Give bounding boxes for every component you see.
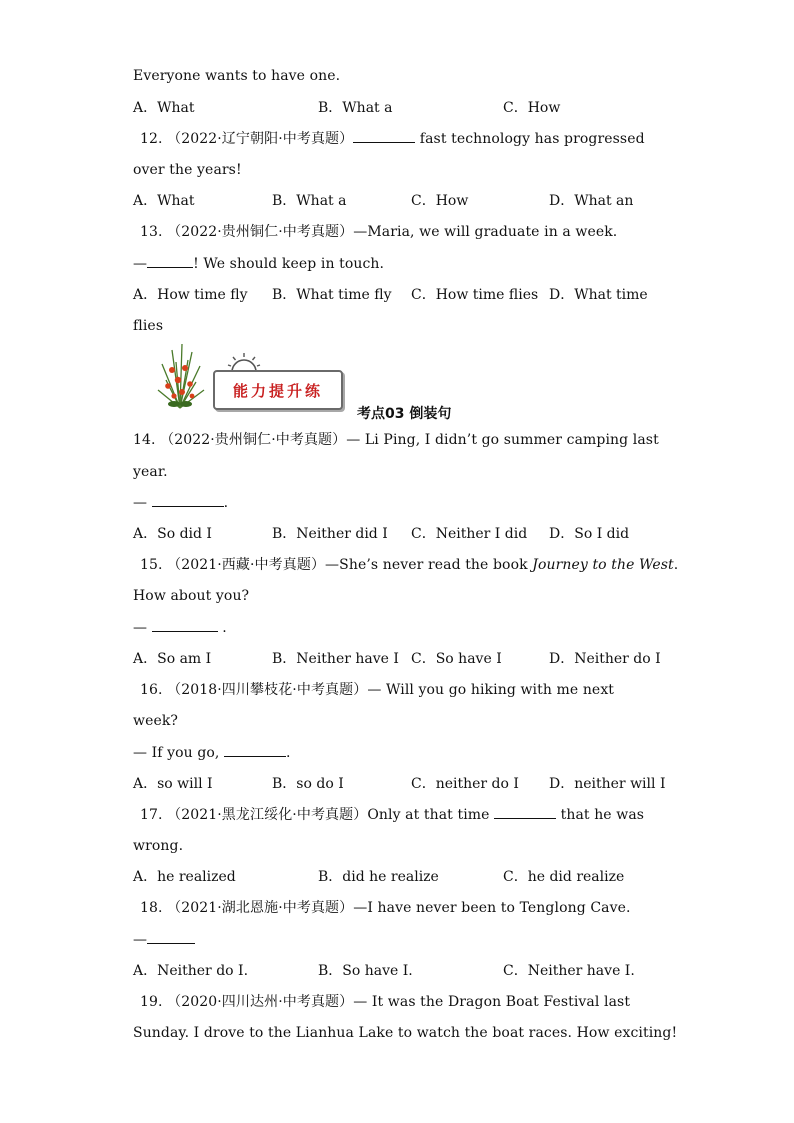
q13-option-a: A．How time fly: [133, 287, 248, 303]
q17-option-a: A．he realized: [133, 869, 236, 885]
q12-option-c: C．How: [411, 193, 469, 209]
q14-option-c: C．Neither I did: [411, 526, 528, 542]
ability-practice-badge: 能力提升练: [213, 370, 343, 410]
question-11-text: Everyone wants to have one.: [133, 68, 341, 84]
answer-blank: [353, 130, 415, 143]
q15-option-b: B．Neither have I: [272, 651, 399, 667]
q17-option-b: B．did he realize: [318, 869, 439, 885]
q14-option-b: B．Neither did I: [272, 526, 388, 542]
q16-option-b: B．so do I: [272, 776, 344, 792]
q18-option-c: C．Neither have I.: [503, 963, 635, 979]
question-14-answer-line: — .: [133, 495, 229, 511]
question-13-stem: 13. （2022·贵州铜仁·中考真题）—Maria, we will graduate in a week.: [140, 224, 618, 240]
q12-option-b: B．What a: [272, 193, 347, 209]
question-15-stem-cont: How about you?: [133, 588, 250, 604]
question-18-stem: 18. （2021·湖北恩施·中考真题）—I have never been to Tenglong Cave.: [140, 900, 631, 916]
q12-option-a: A．What: [133, 193, 195, 209]
q12-option-d: D．What an: [549, 193, 634, 209]
answer-blank: [494, 806, 556, 819]
q11-option-b: B．What a: [318, 100, 393, 116]
q15-option-c: C．So have I: [411, 651, 502, 667]
answer-blank: [152, 619, 218, 632]
q16-option-d: D．neither will I: [549, 776, 666, 792]
book-title: Journey to the West: [532, 557, 674, 573]
question-16-answer-line: — If you go, .: [133, 745, 291, 761]
q13-option-c: C．How time flies: [411, 287, 539, 303]
q18-option-a: A．Neither do I.: [133, 963, 249, 979]
question-14-stem: 14. （2022·贵州铜仁·中考真题）— Li Ping, I didn’t go summer camping last: [133, 432, 659, 448]
q13-option-b: B．What time fly: [272, 287, 392, 303]
question-18-answer-line: —: [133, 931, 195, 949]
q13-option-d-cont: flies: [133, 318, 164, 334]
q14-option-a: A．So did I: [133, 526, 212, 542]
q15-option-d: D．Neither do I: [549, 651, 661, 667]
q15-option-a: A．So am I: [133, 651, 212, 667]
question-15-answer-line: — .: [133, 620, 227, 636]
answer-blank: [224, 744, 286, 757]
question-13-dialog: — ! We should keep in touch.: [133, 256, 385, 272]
q16-option-c: C．neither do I: [411, 776, 519, 792]
q11-option-a: A．What: [133, 100, 195, 116]
question-12-stem: 12. （2022·辽宁朝阳·中考真题） fast technology has progressed: [140, 131, 645, 147]
section-title: 考点03 倒装句: [357, 406, 452, 422]
question-14-stem-cont: year.: [133, 464, 168, 480]
question-19-stem: 19. （2020·四川达州·中考真题）— It was the Dragon Boat Festival last: [140, 994, 631, 1010]
q18-option-b: B．So have I.: [318, 963, 413, 979]
question-12-stem-cont: over the years!: [133, 162, 242, 178]
answer-blank: [147, 931, 195, 944]
answer-blank: [147, 255, 193, 268]
q17-option-c: C．he did realize: [503, 869, 625, 885]
plant-illustration: [152, 340, 208, 410]
question-15-stem: 15. （2021·西藏·中考真题）—She’s never read the book Journey to the West.: [140, 557, 679, 573]
question-16-stem: 16. （2018·四川攀枝花·中考真题）— Will you go hiking with me next: [140, 682, 615, 698]
question-16-stem-cont: week?: [133, 713, 179, 729]
q13-option-d: D．What time: [549, 287, 648, 303]
question-17-stem-cont: wrong.: [133, 838, 184, 854]
question-17-stem: 17. （2021·黑龙江绥化·中考真题）Only at that time that he was: [140, 807, 645, 823]
answer-blank: [152, 494, 224, 507]
q11-option-c: C．How: [503, 100, 561, 116]
q16-option-a: A．so will I: [133, 776, 213, 792]
q14-option-d: D．So I did: [549, 526, 630, 542]
question-19-stem-cont: Sunday. I drove to the Lianhua Lake to watch the boat races. How exciting!: [133, 1025, 678, 1041]
